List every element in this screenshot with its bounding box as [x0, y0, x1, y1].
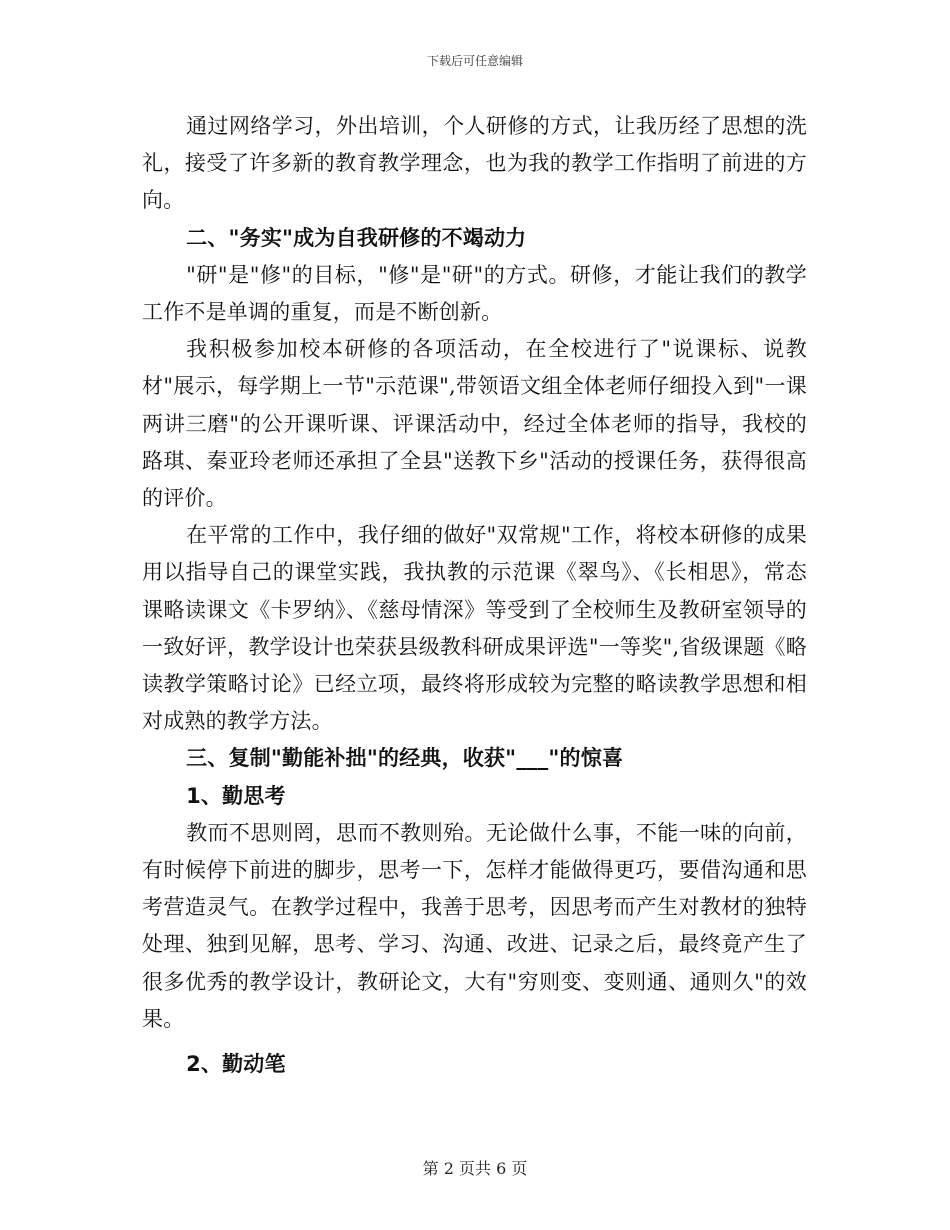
section-heading-3: 三、复制"勤能补拙"的经典，收获"___"的惊喜 — [186, 746, 624, 771]
paragraph-research-goal: "研"是"修"的目标，"修"是"研"的方式。研修，才能让我们的教学工作不是单调的重复，而是不断创新。 — [142, 262, 807, 325]
section-heading-2: 二、"务实"成为自我研修的不竭动力 — [186, 225, 527, 250]
subheading-think: 1、勤思考 — [186, 783, 286, 808]
paragraph-daily-work: 在平常的工作中，我仔细的做好"双常规"工作，将校本研修的成果用以指导自己的课堂实践，我执教的示范课《翠鸟》、《长相思》，常态课略读课文《卡罗纳》、《慈母情深》等受到了全校师生及教研室领导的一致好评，教学设计也荣获县级教科研成果评选"一等奖",省级课题《略读教学策略讨论》已经立项，最终将形成较为完整的略读教学思想和相对成熟的教学方法。 — [142, 523, 807, 734]
paragraph-learning: 通过网络学习，外出培训，个人研修的方式，让我历经了思想的洗礼，接受了许多新的教育教学理念，也为我的教学工作指明了前进的方向。 — [142, 114, 807, 213]
page-header: 下载后可任意编辑 — [426, 54, 523, 68]
page-number: 第 2 页共 6 页 — [422, 1159, 528, 1178]
paragraph-school-activities: 我积极参加校本研修的各项活动，在全校进行了"说课标、说教材"展示，每学期上一节"示范课",带领语文组全体老师仔细投入到"一课两讲三磨"的公开课听课、评课活动中，经过全体老师的指导，我校的路琪、秦亚玲老师还承担了全县"送教下乡"活动的授课任务，获得很高的评价。 — [142, 337, 807, 511]
document-body — [142, 108, 807, 1083]
paragraph-thinking: 教而不思则罔，思而不教则殆。无论做什么事，不能一味的向前，有时候停下前进的脚步，思考一下，怎样才能做得更巧，要借沟通和思考营造灵气。在教学过程中，我善于思考，因思考而产生对教材的独特处理、独到见解，思考、学习、沟通、改进、记录之后，最终竟产生了很多优秀的教学设计，教研论文，大有"穷则变、变则通、通则久"的效果。 — [142, 820, 807, 1031]
subheading-write: 2、勤动笔 — [186, 1052, 286, 1077]
